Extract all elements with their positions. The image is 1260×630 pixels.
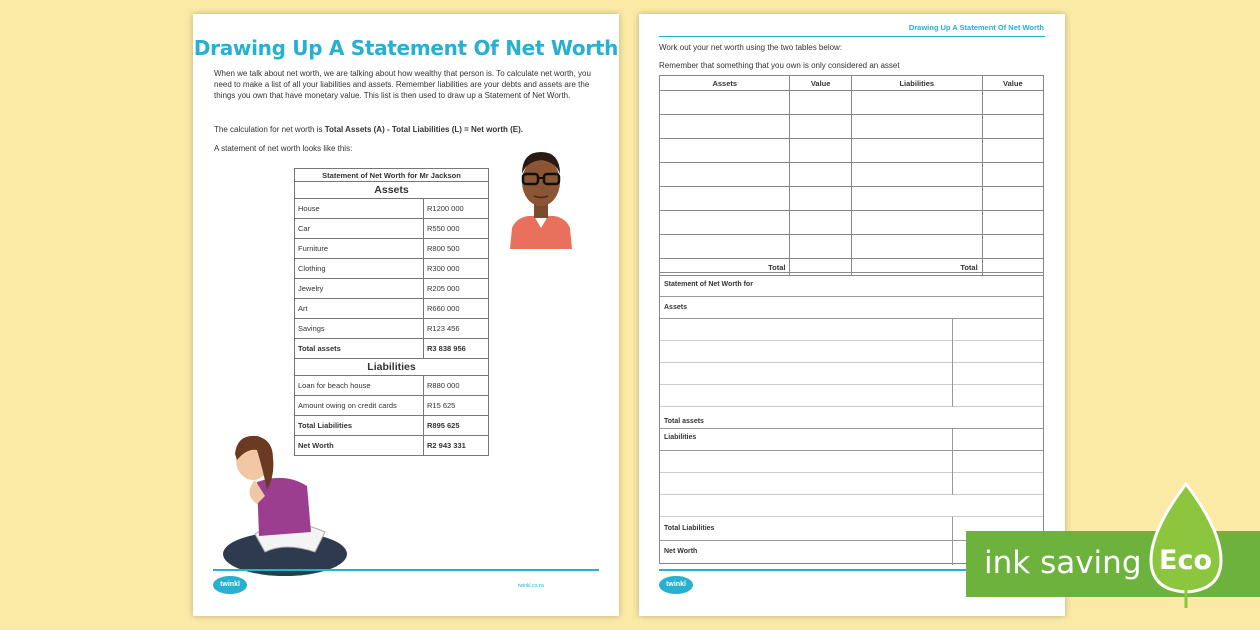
asset-label: Furniture [295,239,424,259]
calculation-formula: Total Assets (A) - Total Liabilities (L) = Net worth (E). [324,125,524,134]
table-row [660,139,1044,163]
table-row [660,163,1044,187]
liabilities-heading: Liabilities [295,359,489,376]
liability-value: R880 000 [424,376,489,396]
blank-line [660,341,1043,363]
statement-of-net-worth-box [659,272,1044,564]
asset-label: House [295,199,424,219]
instruction-2: Remember that something that you own is only considered an asset [659,61,900,70]
footer-url: twinkl.co.za [518,583,544,589]
worksheet-page-left [193,14,619,616]
table-row [660,91,1044,115]
table-row [295,299,489,319]
header-line [659,36,1045,37]
twinkl-logo: twinkl [213,576,247,594]
table-row [295,219,489,239]
girl-illustration [215,424,355,579]
page-title: Drawing Up A Statement Of Net Worth [193,36,619,60]
man-illustration [506,144,576,249]
liability-value: R15 625 [424,396,489,416]
table-row [295,319,489,339]
net-worth-label: Net Worth [295,436,424,456]
total-liabilities-label: Total Liabilities [295,416,424,436]
assets-total-label: Total [660,259,790,276]
blank-line [660,451,1043,473]
page-header: Drawing Up A Statement Of Net Worth [908,23,1044,32]
ink-saving-text: ink saving [984,545,1142,581]
col-value: Value [982,76,1043,91]
twinkl-logo: twinkl [659,576,693,594]
asset-value: R123 456 [424,319,489,339]
example-net-worth-table [294,168,489,456]
blank-line [660,319,1043,341]
blank-line [660,385,1043,407]
blank-line [660,495,1043,517]
calculation-prefix: The calculation for net worth is [214,125,325,134]
asset-label: Car [295,219,424,239]
total-liabilities-value: R895 625 [424,416,489,436]
statement-net-worth: Net Worth [664,548,698,555]
blank-line [660,473,1043,495]
table-row [660,211,1044,235]
worksheet-page-right [639,14,1065,616]
asset-value: R660 000 [424,299,489,319]
statement-total-assets: Total assets [660,407,1043,429]
instruction-1: Work out your net worth using the two tables below: [659,43,843,52]
statement-title: Statement of Net Worth for [660,273,1043,297]
table-row [295,259,489,279]
col-liabilities: Liabilities [851,76,982,91]
blank-line [660,363,1043,385]
asset-label: Art [295,299,424,319]
asset-label: Savings [295,319,424,339]
example-table-header: Statement of Net Worth for Mr Jackson [295,169,489,182]
table-row [295,239,489,259]
asset-label: Jewelry [295,279,424,299]
col-value: Value [790,76,851,91]
table-row [295,376,489,396]
statement-assets-label: Assets [660,297,1043,319]
total-assets-row [295,339,489,359]
asset-value: R800 500 [424,239,489,259]
example-intro: A statement of net worth looks like this: [214,144,353,153]
asset-value: R205 000 [424,279,489,299]
asset-value: R550 000 [424,219,489,239]
asset-value: R300 000 [424,259,489,279]
statement-liabilities-label: Liabilities [660,429,1043,451]
liability-label: Loan for beach house [295,376,424,396]
footer-line [213,569,599,571]
eco-label: Eco [1159,545,1212,576]
assets-liabilities-table [659,75,1044,276]
table-row [660,115,1044,139]
statement-total-liabilities: Total Liabilities [660,517,1043,541]
table-row [295,199,489,219]
asset-label: Clothing [295,259,424,279]
value-column-line [952,429,953,495]
value-column-line [952,517,953,565]
liability-label: Amount owing on credit cards [295,396,424,416]
table-row [295,396,489,416]
table-row [660,187,1044,211]
assets-heading: Assets [295,182,489,199]
col-assets: Assets [660,76,790,91]
asset-value: R1200 000 [424,199,489,219]
table-row [295,279,489,299]
net-worth-value: R2 943 331 [424,436,489,456]
table-row [660,235,1044,259]
total-assets-label: Total assets [295,339,424,359]
total-assets-value: R3 838 956 [424,339,489,359]
calculation-text [214,124,598,135]
intro-paragraph: When we talk about net worth, we are talking about how wealthy that person is. To calculate net worth, you need to make a list of all your liabilities and assets. Remember liabilities are your debts and assets are the things you own that have monetary value. This list is then used to draw up a Statement of Net Worth. [214,69,591,100]
liabilities-total-label: Total [851,259,982,276]
value-column-line [952,319,953,407]
